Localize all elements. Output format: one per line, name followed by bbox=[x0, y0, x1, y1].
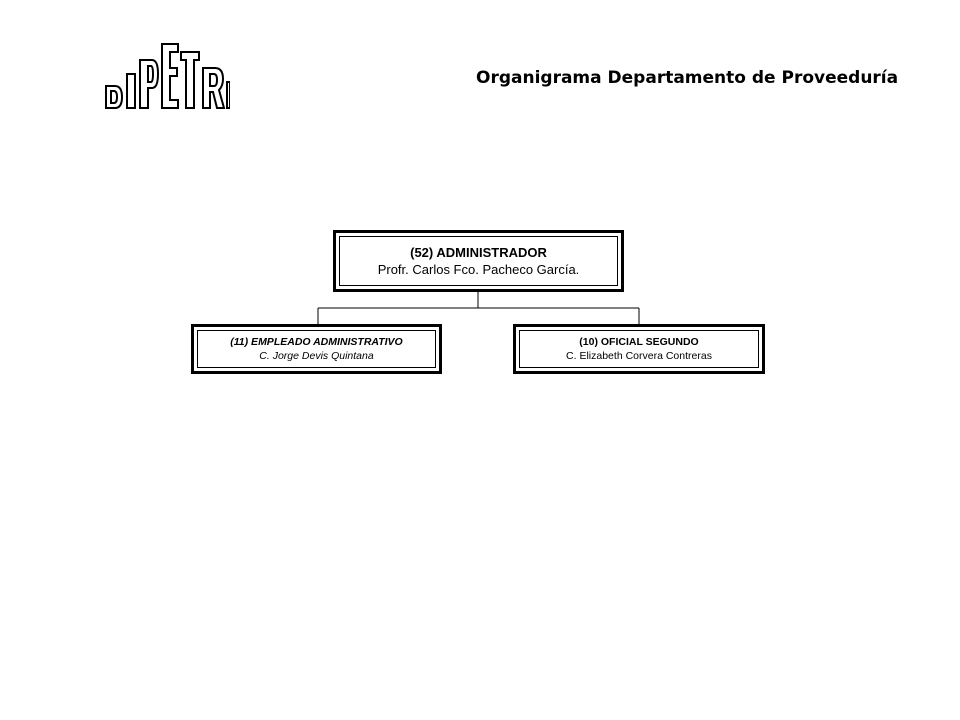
node-name: Profr. Carlos Fco. Pacheco García. bbox=[377, 262, 580, 277]
org-node-oficial-segundo bbox=[513, 324, 765, 374]
node-role: (52) ADMINISTRADOR bbox=[410, 245, 547, 260]
page-title: Organigrama Departamento de Proveeduría bbox=[476, 68, 899, 88]
node-role: (11) EMPLEADO ADMINISTRATIVO bbox=[230, 336, 403, 348]
node-name: C. Jorge Devis Quintana bbox=[259, 350, 374, 362]
org-node-empleado-administrativo bbox=[191, 324, 442, 374]
node-role: (10) OFICIAL SEGUNDO bbox=[579, 336, 699, 348]
org-node-administrador bbox=[333, 230, 624, 292]
node-name: C. Elizabeth Corvera Contreras bbox=[566, 350, 712, 362]
